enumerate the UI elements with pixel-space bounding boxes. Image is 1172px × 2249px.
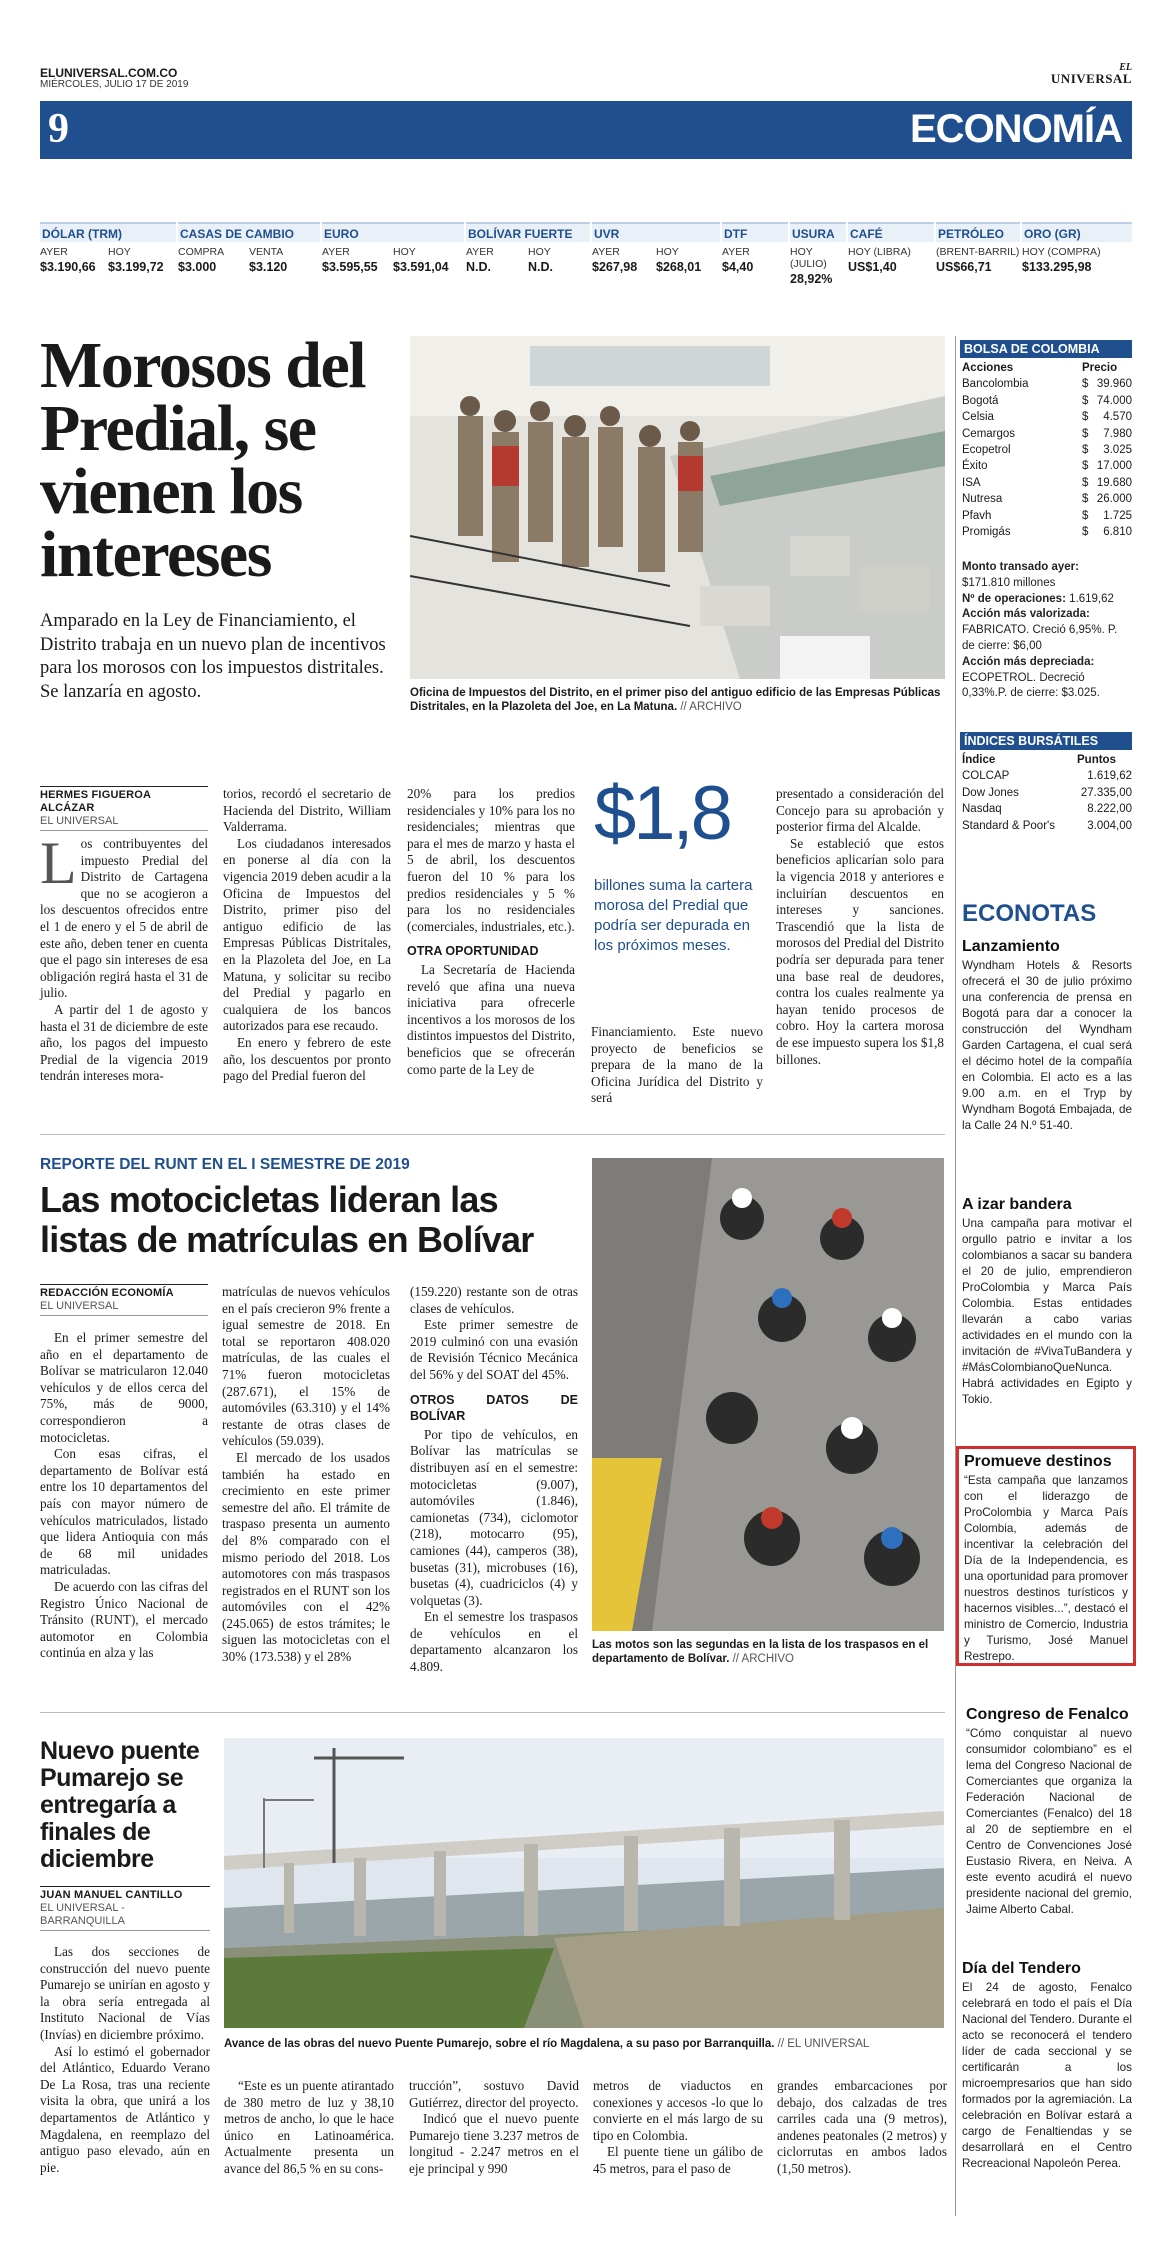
- paragraph: El puente tiene un gálibo de 45 metros, para el paso de: [593, 2144, 763, 2176]
- stock-price: 17.000: [1096, 460, 1132, 473]
- index-points: 8.222,00: [1087, 803, 1132, 816]
- stock-row: [962, 458, 1132, 474]
- motorcycles-photo: [592, 1158, 944, 1631]
- market-label: HOY (JULIO): [790, 246, 827, 270]
- paragraph: Financiamiento. Este nuevo proyecto de beneficios se prepara de la mano de la Oficina Jurídica del Distrito y será: [591, 1024, 763, 1106]
- subheading: OTRA OPORTUNIDAD: [407, 944, 539, 959]
- val-value: FABRICATO. Creció 6,95%. P. de cierre: $6,00: [962, 624, 1118, 652]
- site-url[interactable]: ELUNIVERSAL.COM.CO: [40, 66, 178, 80]
- caption-credit: // ARCHIVO: [732, 1653, 794, 1665]
- index-name: COLCAP: [962, 770, 1010, 783]
- stock-row: [962, 393, 1132, 409]
- market-item: [848, 222, 934, 284]
- note-text: Una campaña para motivar el orgullo patrio e invitar a los colombianos a sacar su bandera el 20 de julio, emprendieron ProColombia y Marca País Colombia. Estas entidades llevarán a cabo varias actividades en el mundo con la invitación de #VivaTuBandera y #MásColombianoQueNunca. Habrá actividades en Egipto y Tokio.: [962, 1217, 1132, 1406]
- caption-credit: // ARCHIVO: [680, 701, 742, 713]
- stock-price: 74.000: [1096, 394, 1132, 407]
- stock-price: 6.810: [1103, 526, 1132, 539]
- stock-name: Pfavh: [962, 509, 992, 522]
- note-heading: A izar bandera: [962, 1196, 1072, 1213]
- market-label: AYER: [322, 246, 350, 258]
- econotas-note-4: [966, 1706, 1132, 1918]
- market-item: [790, 222, 846, 284]
- market-title: CASAS DE CAMBIO: [178, 222, 320, 242]
- market-label: VENTA: [249, 246, 284, 258]
- note-text: Wyndham Hotels & Resorts ofrecerá el 30 de julio próximo una conferencia de prensa en Bogotá para dar a conocer la construcción del Wyndham Garden Cartagena, el cual será el décimo hotel de la compañía en Colombia. El acto es a las 9.00 a.m. en el Tryp by Wyndham Bogotá Embajada, de la Calle 24 N.º 51-40.: [962, 959, 1132, 1132]
- stock-name: Celsia: [962, 411, 994, 424]
- caption-text: Las motos son las segundas en la lista de los traspasos en el departamento de Bolívar.: [592, 1639, 929, 1665]
- stock-currency: $: [1082, 460, 1089, 473]
- paragraph: presentado a consideración del Concejo para su aprobación y posterior firma del Alcalde.: [776, 786, 944, 835]
- dep-value: ECOPETROL. Decreció 0,33%.P. de cierre: $3.025.: [962, 671, 1100, 700]
- stock-row: [962, 409, 1132, 425]
- article2-caption: [592, 1638, 944, 1666]
- market-title: DTF: [722, 222, 788, 242]
- article1-col4: [591, 1024, 763, 1107]
- paragraph: De acuerdo con las cifras del Registro Único Nacional de Tránsito (RUNT), el mercado automotor en Colombia continúa en alza y las: [40, 1578, 208, 1661]
- article1-col3: [407, 786, 575, 1078]
- market-value: US$66,71: [936, 260, 992, 274]
- headline-line: entregaría a: [40, 1791, 176, 1819]
- stock-currency: $: [1082, 509, 1089, 522]
- econotas-note-1: [962, 938, 1132, 1134]
- paragraph: Indicó que el nuevo puente Pumarejo tiene 3.237 metros de longitud - 2.247 metros en el eje principal y 990: [409, 2111, 579, 2176]
- market-item: [936, 222, 1020, 284]
- market-title: PETRÓLEO: [936, 222, 1020, 242]
- outlet: EL UNIVERSAL: [40, 815, 208, 831]
- note-heading: Promueve destinos: [964, 1453, 1112, 1470]
- market-label: AYER: [722, 246, 750, 258]
- headline-line: listas de matrículas en Bolívar: [40, 1219, 534, 1260]
- logo-bottom: UNIVERSAL: [1050, 71, 1132, 86]
- ops-label: Nº de operaciones:: [962, 592, 1066, 605]
- stock-name: ISA: [962, 476, 981, 489]
- issue-date: MIÉRCOLES, JULIO 17 DE 2019: [40, 79, 189, 90]
- paragraph: A partir del 1 de agosto y hasta el 31 de diciembre de este año, los pagos del impuesto Predial de la vigencia 2019 tendrán intereses mora-: [40, 1001, 208, 1084]
- note-heading: Día del Tendero: [962, 1960, 1081, 1977]
- indices-header: ÍNDICES BURSÁTILES: [960, 732, 1132, 750]
- index-row: [962, 785, 1132, 801]
- stock-row: [962, 475, 1132, 491]
- headline-line: intereses: [40, 518, 271, 591]
- econotas-note-5: [962, 1960, 1132, 2172]
- stock-name: Éxito: [962, 460, 988, 473]
- paragraph: (159.220) restante son de otras clases de vehículos.: [410, 1284, 578, 1316]
- econotas-note-2: [962, 1196, 1132, 1408]
- index-row: [962, 768, 1132, 784]
- article3-headline: [40, 1738, 220, 1873]
- market-label: HOY (COMPRA): [1022, 246, 1101, 258]
- section-divider: [40, 1712, 945, 1713]
- paragraph: En enero y febrero de este año, los descuentos por pronto pago del Predial fueron del: [223, 1034, 391, 1084]
- article3-col5: [777, 2078, 947, 2178]
- market-label: HOY: [656, 246, 679, 258]
- paragraph: Las dos secciones de construcción del nuevo puente Pumarejo se unirían en agosto y la obra sería entregada al Instituto Nacional de Vías (Invías) en diciembre próximo.: [40, 1944, 210, 2042]
- stock-name: Bogotá: [962, 394, 999, 407]
- paragraph: metros de viaductos en conexiones y accesos -lo que lo convierte en el más largo de su tipo en Colombia.: [593, 2078, 763, 2143]
- paragraph: La Secretaría de Hacienda reveló que afina una nueva iniciativa para ofrecerle incentivos a los morosos de los distintos impuestos del Distrito, beneficios que se ofrecerán como parte de la Ley de: [407, 961, 575, 1077]
- paragraph: En el semestre los traspasos de vehículos en el departamento alcanzaron los 4.809.: [410, 1609, 578, 1675]
- bridge-photo: [224, 1738, 944, 2028]
- col-header: Precio: [1082, 362, 1118, 374]
- market-value: $3.591,04: [393, 260, 449, 274]
- market-label: (BRENT-BARRIL): [936, 246, 1020, 258]
- paragraph: Este primer semestre de 2019 culminó con una evasión de Revisión Técnico Mecánica del 56% y del SOAT del 45%.: [410, 1317, 578, 1382]
- big-number-text: billones suma la cartera morosa del Predial que podría ser depurada en los próximos meses.: [594, 877, 753, 954]
- stock-row: [962, 442, 1132, 458]
- paragraph: trucción”, sostuvo David Gutiérrez, director del proyecto.: [409, 2078, 579, 2110]
- stock-name: Ecopetrol: [962, 444, 1011, 457]
- market-value: $4,40: [722, 260, 754, 274]
- market-title: ORO (GR): [1022, 222, 1132, 242]
- headline-line: Las motocicletas lideran las: [40, 1179, 498, 1220]
- monto-label: Monto transado ayer:: [962, 561, 1079, 573]
- index-name: Dow Jones: [962, 786, 1019, 799]
- stock-name: Cemargos: [962, 427, 1016, 440]
- outlet: EL UNIVERSAL - BARRANQUILLA: [40, 1902, 210, 1931]
- bolsa-summary: [962, 560, 1132, 702]
- market-label: COMPRA: [178, 246, 225, 258]
- subheading: OTROS DATOS DE BOLÍVAR: [410, 1392, 578, 1424]
- author: REDACCIÓN ECONOMÍA: [40, 1284, 208, 1300]
- market-value: $3.190,66: [40, 260, 96, 274]
- headline-line: Pumarejo se: [40, 1764, 184, 1792]
- market-item: [722, 222, 788, 284]
- article3-byline: [40, 1886, 210, 1931]
- paragraph: matrículas de nuevos vehículos en el país crecieron 9% frente a igual semestre de 2018. En total se reportaron 408.020 matrículas, de las cuales el 71% fueron motocicletas (287.671), el 15% de automóviles (63.310) y el 14% restante de otras clases de vehículos (59.039).: [222, 1284, 390, 1449]
- market-label: HOY: [108, 246, 131, 258]
- market-value: $267,98: [592, 260, 638, 274]
- stock-currency: $: [1082, 476, 1089, 489]
- author: HERMES FIGUEROA ALCÁZAR: [40, 786, 208, 815]
- article3-col3: [409, 2078, 579, 2178]
- market-value: N.D.: [528, 260, 553, 274]
- article3-col1: [40, 1944, 210, 2176]
- bolsa-header: BOLSA DE COLOMBIA: [960, 340, 1132, 358]
- col-header: Puntos: [1077, 754, 1116, 766]
- stock-price: 1.725: [1103, 509, 1132, 522]
- stock-price: 7.980: [1103, 427, 1132, 440]
- headline-line: vienen los: [40, 455, 302, 528]
- paragraph: Los ciudadanos interesados en ponerse al día con la vigencia 2019 deben acudir a la Oficina de Impuestos del Distrito, primer piso del antiguo edificio de las Empresas Públicas Distritales, en la Plazoleta del Joe, en La Matuna, y solicitar su recibo del Predial y pagarlo en cualquiera de los bancos autorizados para ese recaudo.: [223, 835, 391, 1034]
- article3-col2: [224, 2078, 394, 2178]
- ops-value: 1.619,62: [1069, 592, 1114, 605]
- headline-line: diciembre: [40, 1845, 154, 1873]
- dep-label: Acción más depreciada:: [962, 655, 1095, 668]
- paragraph: grandes embarcaciones por debajo, dos calzadas de tres carriles cada una (9 metros), andenes peatonales (2 metros) y ciclorrutas en ambos lados (1,50 metros).: [777, 2078, 947, 2176]
- stock-price: 39.960: [1096, 378, 1132, 391]
- market-label: AYER: [592, 246, 620, 258]
- stock-name: Promigás: [962, 526, 1011, 539]
- article1-col1: [40, 830, 208, 1085]
- paragraph: torios, recordó el secretario de Hacienda del Distrito, William Valderrama.: [223, 786, 391, 835]
- col-header: Acciones: [962, 362, 1014, 374]
- note-heading: Lanzamiento: [962, 938, 1060, 955]
- article1-caption: [410, 686, 945, 714]
- article3-caption: [224, 2037, 944, 2051]
- monto-value: $171.810 millones: [962, 576, 1056, 589]
- article2-kicker: REPORTE DEL RUNT EN EL I SEMESTRE DE 2019: [40, 1156, 410, 1173]
- paragraph: Se estableció que estos beneficios aplicarían solo para la vigencia 2018 y anteriores e incluirían descuentos en intereses y sanciones. Trascendió que la lista de morosos del Predial del Distrito podría ser depurada para tener una base real de deudores, contra los cuales realmente ya hayan tenido procesos de cobro. Hoy la cartera morosa de ese impuesto supera los $1,8 billones.: [776, 835, 944, 1067]
- market-value: US$1,40: [848, 260, 897, 274]
- market-value: $133.295,98: [1022, 260, 1092, 274]
- market-label: HOY: [528, 246, 551, 258]
- market-title: UVR: [592, 222, 720, 242]
- headline-line: Nuevo puente: [40, 1737, 200, 1765]
- big-number: $1,8: [594, 771, 730, 856]
- market-value: N.D.: [466, 260, 491, 274]
- article2-headline: [40, 1180, 600, 1260]
- stock-price: 4.570: [1103, 411, 1132, 424]
- market-label: AYER: [40, 246, 68, 258]
- index-points: 3.004,00: [1087, 819, 1132, 832]
- note-text: El 24 de agosto, Fenalco celebrará en todo el país el Día Nacional del Tendero. Durante el acto se reconocerá el tendero líder de cada seccional y se certificarán a los microempresarios que han sido formados por la agremiación. La celebración en Bolívar estará a cargo de Fenaltiendas y se desarrollará en el Centro Recreacional Napoleón Perea.: [962, 1981, 1133, 2170]
- caption-text: Avance de las obras del nuevo Puente Pumarejo, sobre el río Magdalena, a su paso por Barranquilla.: [224, 2038, 775, 2050]
- market-value: $3.000: [178, 260, 217, 274]
- stock-currency: $: [1082, 427, 1089, 440]
- article2-byline: [40, 1284, 208, 1316]
- market-item: [40, 222, 176, 284]
- stock-currency: $: [1082, 411, 1089, 424]
- article1-headline: [40, 329, 400, 591]
- market-label: HOY: [393, 246, 416, 258]
- page-number: 9: [48, 106, 69, 152]
- note-heading: Congreso de Fenalco: [966, 1706, 1129, 1723]
- stock-price: 26.000: [1096, 493, 1132, 506]
- stock-row: [962, 508, 1132, 524]
- market-item: [1022, 222, 1132, 284]
- index-name: Nasdaq: [962, 803, 1002, 816]
- market-item: [178, 222, 320, 284]
- paragraph: Por tipo de vehículos, en Bolívar las matrículas se distribuyen así en el semestre: motocicletas (9.007), automóviles (1.846), camionetas (734), ciclomotor (218), motocarro (95), camiones (44), camperos (38), busetas (31), microbuses (16), busetas (4), cuadriciclos (4) y volquetas (3).: [410, 1426, 578, 1608]
- stock-currency: $: [1082, 493, 1089, 506]
- market-label: AYER: [466, 246, 494, 258]
- market-title: BOLÍVAR FUERTE: [466, 222, 590, 242]
- stock-row: [962, 524, 1132, 540]
- section-title: ECONOMÍA: [910, 107, 1122, 151]
- index-name: Standard & Poor's: [962, 819, 1055, 832]
- market-label: HOY (LIBRA): [848, 246, 911, 258]
- stock-currency: $: [1082, 378, 1089, 391]
- stock-row: [962, 376, 1132, 392]
- paragraph: os contribuyentes del impuesto Predial del Distrito de Cartagena que no se acogieron a los descuentos ofrecidos entre el 1 de enero y el 5 de abril de este año, deben tener en cuenta que el pago sin intereses de esa obligación regirá hasta el 31 de julio.: [40, 836, 208, 1001]
- index-row: [962, 801, 1132, 817]
- indices-table: [962, 752, 1132, 834]
- tax-office-photo: [410, 336, 945, 679]
- market-item: [322, 222, 464, 284]
- paragraph: 20% para los predios residenciales y 10% para los no residenciales; mientras que para el mes de marzo y hasta el 5 de abril, los descuentos fueron del 10 % para los predios residenciales y 5 % para los no residenciales (comerciales, industriales, etc.).: [407, 786, 575, 934]
- section-bar: [40, 101, 1132, 159]
- stock-currency: $: [1082, 394, 1089, 407]
- paragraph: En el primer semestre del año en el departamento de Bolívar se matricularon 12.040 vehículos y de ellos cerca del 75%, más de 9000, correspondieron a motocicletas.: [40, 1330, 208, 1445]
- article2-col2: [222, 1284, 390, 1666]
- article1-deck: Amparado en la Ley de Financiamiento, el Distrito trabaja en un nuevo plan de incentivos para los morosos con los impuestos distritales. Se lanzaría en agosto.: [40, 611, 386, 702]
- author: JUAN MANUEL CANTILLO: [40, 1886, 210, 1902]
- paragraph: Con esas cifras, el departamento de Bolívar está entre los 10 departamentos del país con mayor número de vehículos matriculados, listado que lidera Antioquia con más de 68 mil unidades matriculadas.: [40, 1446, 208, 1578]
- stock-name: Nutresa: [962, 493, 1003, 506]
- stock-price: 3.025: [1103, 444, 1132, 457]
- headline-line: finales de: [40, 1818, 151, 1846]
- article1-col5: [776, 786, 944, 1068]
- market-title: EURO: [322, 222, 464, 242]
- article3-col4: [593, 2078, 763, 2178]
- index-points: 1.619,62: [1087, 770, 1132, 783]
- paragraph: “Este es un puente atirantado de 380 metro de luz y 38,10 metros de ancho, lo que le hace único en Latinoamérica. Actualmente presenta un avance del 86,5 % en su cons-: [224, 2078, 394, 2176]
- stock-name: Bancolombia: [962, 378, 1029, 391]
- logo-top: EL: [1119, 62, 1132, 73]
- col-header: Índice: [962, 754, 996, 766]
- market-value: $3.199,72: [108, 260, 164, 274]
- stock-price: 19.680: [1096, 476, 1132, 489]
- drop-cap: L: [40, 830, 77, 896]
- market-value: $3.120: [249, 260, 288, 274]
- stock-row: [962, 426, 1132, 442]
- sidebar-divider: [955, 336, 956, 2216]
- market-title: CAFÉ: [848, 222, 934, 242]
- index-points: 27.335,00: [1080, 786, 1132, 799]
- market-title: USURA: [790, 222, 846, 242]
- market-value: $268,01: [656, 260, 702, 274]
- section-divider: [40, 1134, 945, 1135]
- headline-line: Predial, se: [40, 392, 316, 465]
- market-title: DÓLAR (TRM): [40, 222, 176, 242]
- note-text: “Cómo conquistar al nuevo consumidor colombiano” es el lema del Congreso Nacional de Comerciantes que organiza la Federación Nacional de Comerciantes (Fenalco) del 18 al 20 de septiembre en el Centro de Convenciones José Eustasio Rivera, en Neiva. A este evento acudirá el nuevo presidente nacional del gremio, Jaime Alberto Cabal.: [966, 1727, 1132, 1916]
- caption-text: Oficina de Impuestos del Distrito, en el primer piso del antiguo edificio de las Empresas Públicas Distritales, en la Plazoleta del Joe, en La Matuna.: [410, 687, 941, 713]
- bolsa-table: [962, 360, 1132, 540]
- article1-col2: [223, 786, 391, 1085]
- econotas-note-3-highlight: [956, 1446, 1136, 1666]
- article1-byline: [40, 786, 208, 831]
- market-value: $3.595,55: [322, 260, 378, 274]
- article2-col1: [40, 1330, 208, 1662]
- outlet: EL UNIVERSAL: [40, 1300, 208, 1316]
- market-item: [466, 222, 590, 284]
- note-text: “Esta campaña que lanzamos con el liderazgo de ProColombia y Marca País Colombia, además de incentivar la celebración del Día de la Independencia, es una oportunidad para promover nuestros destinos turísticos y hacernos visibles...”, destacó el ministro de Comercio, Industria y Turismo, José Manuel Restrepo.: [964, 1474, 1128, 1663]
- paragraph: El mercado de los usados también ha estado en crecimiento en este primer semestre del año. El trámite de traspaso presenta un aumento del 8% comparado con el mismo periodo del 2018. Los automotores con más traspasos registrados en el RUNT son los automóviles con el 42% (245.065) de estos trámites; le siguen las motocicletas con el 30% (173.538) y el 28%: [222, 1449, 390, 1665]
- caption-credit: // EL UNIVERSAL: [777, 2038, 870, 2050]
- stock-row: [962, 491, 1132, 507]
- econotas-title: ECONOTAS: [962, 900, 1097, 927]
- headline-line: Morosos del: [40, 329, 366, 402]
- stock-currency: $: [1082, 444, 1089, 457]
- market-item: [592, 222, 720, 284]
- stock-currency: $: [1082, 526, 1089, 539]
- article2-col3: [410, 1284, 578, 1676]
- paragraph: Así lo estimó el gobernador del Atlántico, Eduardo Verano De La Rosa, tras una reciente visita la obra, que unirá a los departamentos de Atlántico y Magdalena, en reemplazo del antiguo paso elevado, aún en pie.: [40, 2043, 210, 2175]
- masthead-logo[interactable]: [1051, 62, 1132, 84]
- market-value: 28,92%: [790, 272, 833, 286]
- val-label: Acción más valorizada:: [962, 608, 1090, 621]
- index-row: [962, 818, 1132, 834]
